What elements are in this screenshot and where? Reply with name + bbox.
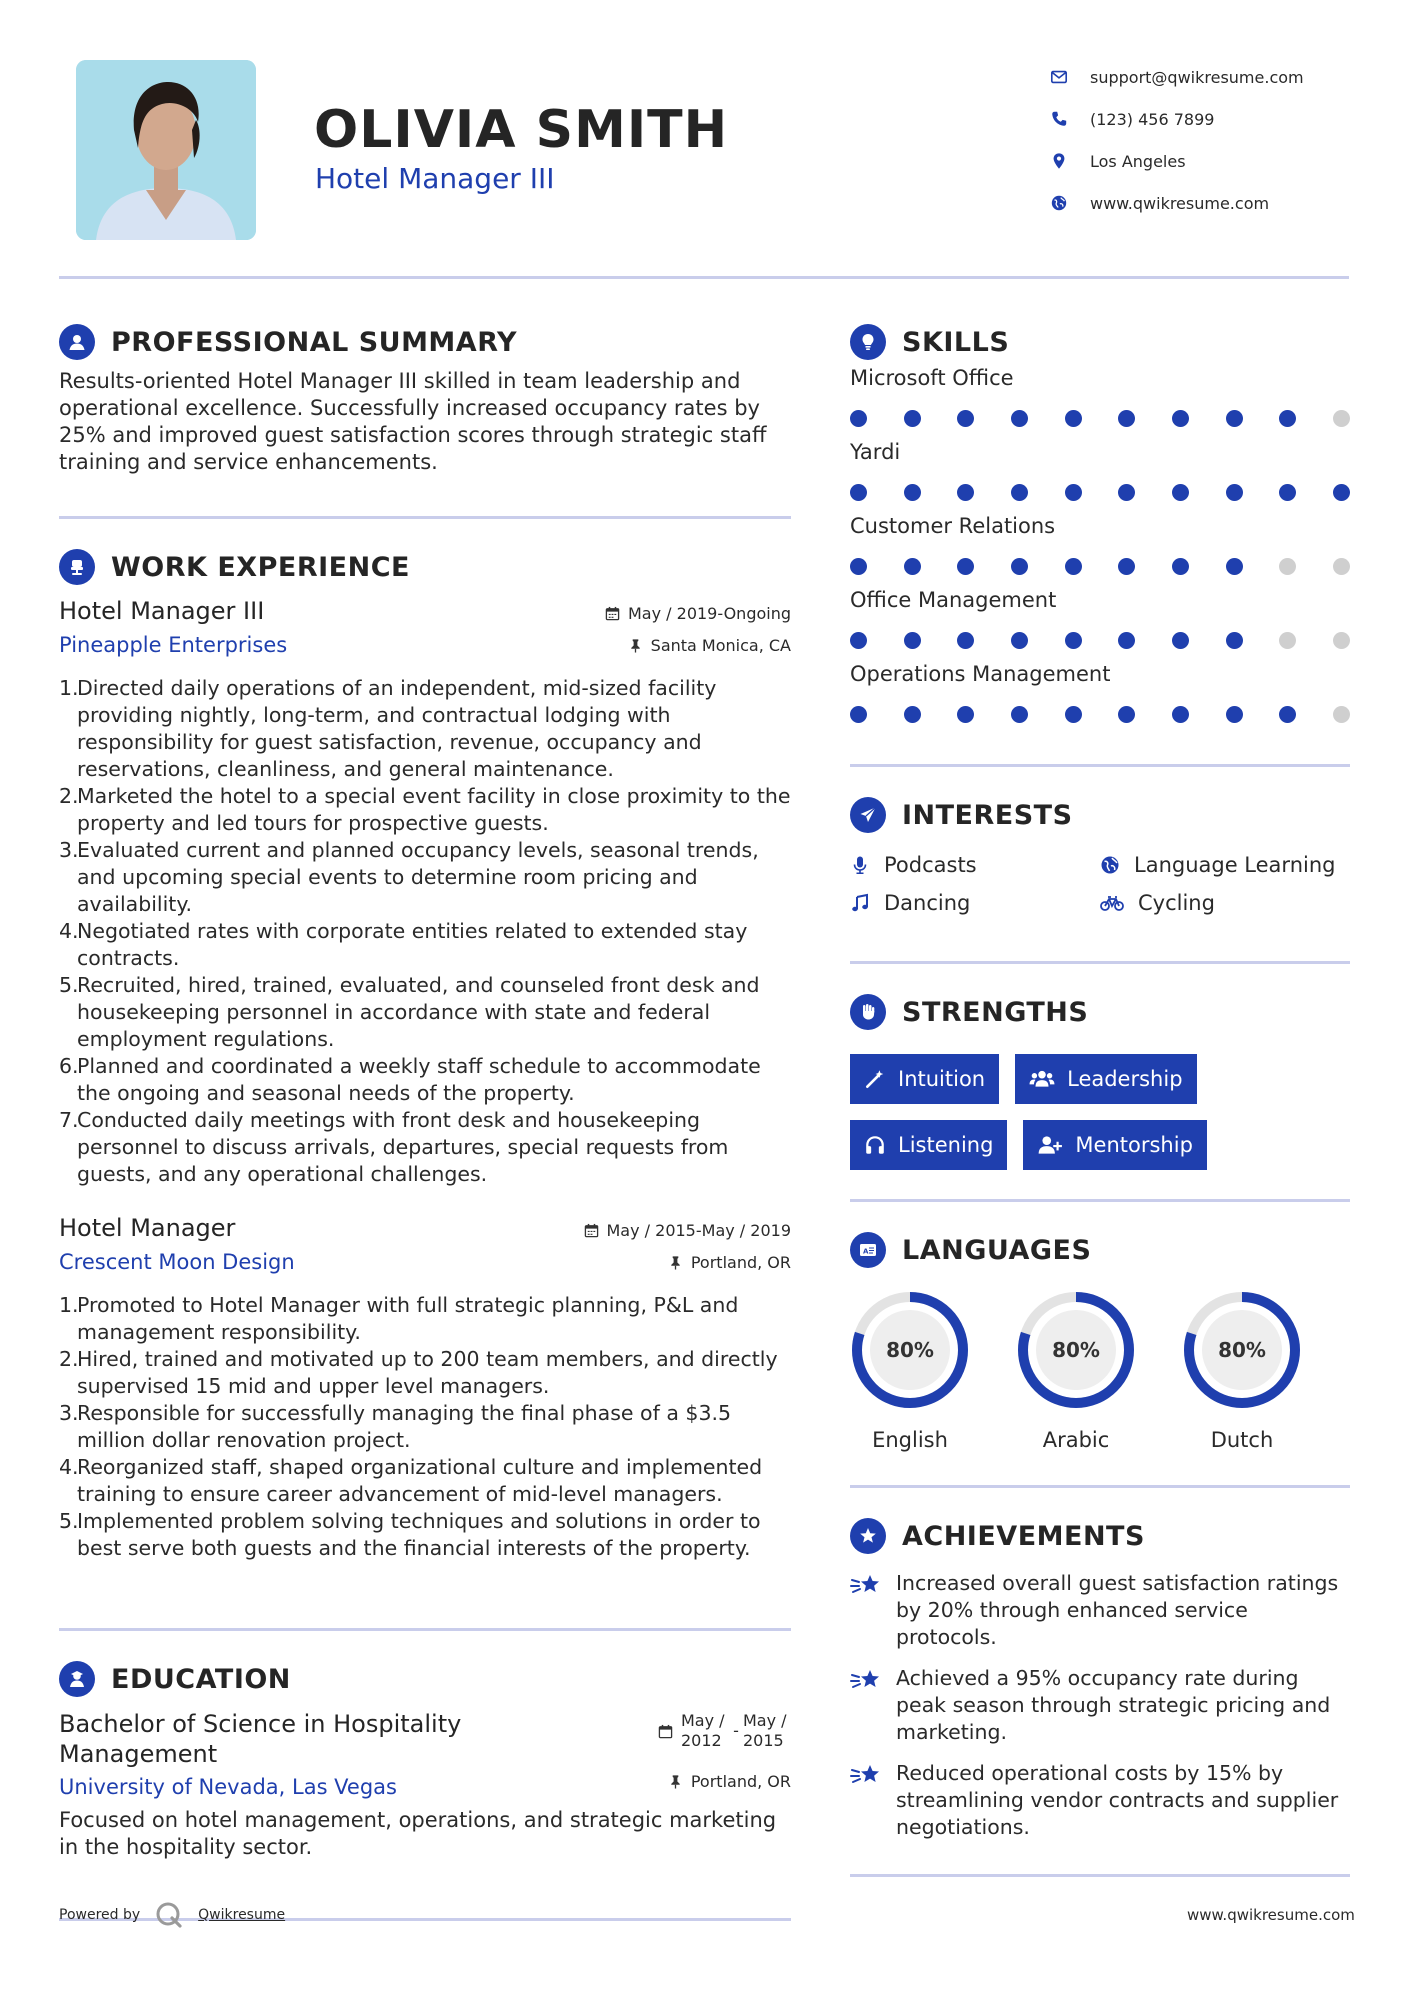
language-name: English — [872, 1428, 948, 1452]
user-circle-icon — [59, 324, 95, 360]
achievement-item — [850, 1760, 1350, 1841]
language-percent: 80% — [1218, 1338, 1266, 1362]
achievements-heading — [850, 1516, 1350, 1556]
skill-name: Office Management — [850, 588, 1057, 612]
summary-title: PROFESSIONAL SUMMARY — [111, 326, 518, 358]
list-item: 1. Promoted to Hotel Manager with full strategic planning, P&L and management responsibility. — [59, 1293, 739, 1344]
briefcase-chair-icon — [59, 549, 95, 585]
rating-dot-filled — [1172, 632, 1189, 649]
rating-dot-filled — [904, 558, 921, 575]
skill-rating — [850, 618, 1350, 662]
skill-name: Operations Management — [850, 662, 1111, 686]
strength-tag — [1023, 1120, 1206, 1170]
language-item — [850, 1290, 970, 1452]
job-dates — [584, 1214, 792, 1246]
rating-dot-filled — [1118, 632, 1135, 649]
interest-item — [1100, 853, 1350, 877]
svg-text:A: A — [863, 1247, 869, 1256]
interest-label: Language Learning — [1134, 853, 1336, 877]
interest-label: Podcasts — [884, 853, 977, 877]
interest-label: Cycling — [1138, 891, 1215, 915]
education-title: EDUCATION — [111, 1663, 291, 1695]
rating-dot-empty — [1333, 706, 1350, 723]
rating-dot-filled — [850, 706, 867, 723]
interests-title: INTERESTS — [902, 799, 1073, 831]
calendar-icon — [584, 1223, 599, 1238]
candidate-title: Hotel Manager III — [315, 162, 555, 195]
job-location-text: Santa Monica, CA — [650, 635, 791, 655]
education-date-start: May / 2012 — [681, 1711, 725, 1750]
interests-section — [850, 795, 1350, 915]
job-location — [605, 629, 791, 661]
rating-dot-filled — [1226, 632, 1243, 649]
skills-heading — [850, 322, 1350, 362]
job-dates — [605, 597, 791, 629]
candidate-name: OLIVIA SMITH — [314, 100, 729, 160]
rating-dot-filled — [1118, 484, 1135, 501]
rating-dot-filled — [904, 410, 921, 427]
strength-label: Intuition — [898, 1067, 986, 1091]
achievements-list — [850, 1570, 1350, 1841]
powered-by-label: Powered by — [59, 1907, 141, 1923]
strengths-section — [850, 992, 1350, 1170]
pushpin-icon — [668, 1255, 683, 1270]
calendar-icon — [658, 1724, 673, 1739]
strength-label: Listening — [898, 1133, 994, 1157]
rating-dot-filled — [850, 558, 867, 575]
achievements-divider — [850, 1874, 1350, 1877]
interests-list — [850, 853, 1350, 915]
paper-plane-icon — [850, 797, 886, 833]
summary-heading — [59, 322, 791, 362]
rating-dot-filled — [1065, 558, 1082, 575]
languages-divider — [850, 1485, 1350, 1488]
education-location — [658, 1765, 791, 1797]
education-location-text: Portland, OR — [690, 1771, 791, 1791]
strength-label: Mentorship — [1075, 1133, 1193, 1157]
interest-item — [1100, 891, 1350, 915]
footer-powered-by — [59, 1900, 285, 1930]
language-name: Arabic — [1042, 1428, 1110, 1452]
rating-dot-filled — [1333, 484, 1350, 501]
portrait-image — [76, 60, 256, 240]
interests-heading — [850, 795, 1350, 835]
rating-dot-empty — [1333, 632, 1350, 649]
rating-dot-filled — [957, 706, 974, 723]
star-badge-icon — [850, 1518, 886, 1554]
list-item: 6. Planned and coordinated a weekly staff schedule to accommodate the ongoing and seasonal needs of the property. — [59, 1054, 761, 1105]
education-dates — [658, 1711, 791, 1751]
education-section — [59, 1659, 791, 1861]
list-item: 4. Reorganized staff, shaped organizational culture and implemented training to ensure career advancement of mid-level managers. — [59, 1455, 763, 1506]
user-plus-icon — [1037, 1134, 1063, 1156]
rating-dot-filled — [850, 632, 867, 649]
skill-name: Yardi — [850, 440, 901, 464]
job-location-text: Portland, OR — [690, 1252, 791, 1272]
rating-dot-filled — [1011, 558, 1028, 575]
language-item — [1016, 1290, 1136, 1452]
language-name: Dutch — [1210, 1428, 1274, 1452]
raised-fist-icon — [850, 994, 886, 1030]
rating-dot-filled — [957, 558, 974, 575]
shooting-star-icon — [850, 1667, 882, 1695]
rating-dot-filled — [1226, 410, 1243, 427]
strengths-heading — [850, 992, 1350, 1032]
music-icon — [850, 893, 870, 913]
job-responsibilities — [59, 1292, 791, 1562]
rating-dot-filled — [1065, 632, 1082, 649]
strengths-title: STRENGTHS — [902, 996, 1089, 1028]
education-description: Focused on hotel management, operations, and strategic marketing in the hospitality sector. — [59, 1808, 777, 1859]
globe-icon — [1100, 855, 1120, 875]
language-percent: 80% — [1052, 1338, 1100, 1362]
skill-item — [850, 662, 1350, 736]
list-item: 2. Hired, trained and motivated up to 200 team members, and directly supervised 15 mid and upper level managers. — [59, 1347, 778, 1398]
summary-section — [59, 322, 791, 476]
map-pin-icon — [1050, 152, 1068, 170]
job-title: Hotel Manager III — [59, 597, 265, 625]
rating-dot-filled — [1172, 410, 1189, 427]
skill-name: Customer Relations — [850, 514, 1056, 538]
education-date-separator: - — [733, 1721, 739, 1740]
skill-name: Microsoft Office — [850, 366, 1014, 390]
languages-heading — [850, 1230, 1350, 1270]
contact-location-text: Los Angeles — [1090, 151, 1186, 171]
users-icon — [1029, 1068, 1055, 1090]
list-item: 1. Directed daily operations of an independent, mid-sized facility providing nightly, long-term, and contractual lodging with responsibility for guest satisfaction, revenue, occupancy and reservations, cleanliness, and general maintenance. — [59, 676, 717, 781]
strength-tag — [1015, 1054, 1196, 1104]
rating-dot-filled — [1118, 410, 1135, 427]
interests-divider — [850, 961, 1350, 964]
interest-item — [850, 891, 1100, 915]
education-heading — [59, 1659, 791, 1699]
achievements-section — [850, 1516, 1350, 1841]
header-divider — [59, 276, 1349, 279]
bicycle-icon — [1100, 893, 1124, 913]
rating-dot-filled — [957, 410, 974, 427]
skill-item — [850, 366, 1350, 440]
interest-label: Dancing — [884, 891, 971, 915]
rating-dot-empty — [1279, 632, 1296, 649]
experience-divider — [59, 1628, 791, 1631]
summary-text: Results-oriented Hotel Manager III skilled in team leadership and operational excellence. Successfully increased occupancy rates by 25% and improved guest satisfaction scores through strategic staff training and service enhancements. — [59, 369, 767, 474]
qwikresume-logo-icon — [154, 1900, 184, 1930]
achievement-item — [850, 1570, 1350, 1651]
job-company: Pineapple Enterprises — [59, 633, 288, 657]
list-item: 4. Negotiated rates with corporate entities related to extended stay contracts. — [59, 919, 748, 970]
pushpin-icon — [628, 638, 643, 653]
summary-divider — [59, 516, 791, 519]
rating-dot-empty — [1279, 558, 1296, 575]
language-item — [1182, 1290, 1302, 1452]
contact-phone[interactable] — [1050, 98, 1350, 140]
rating-dot-filled — [1226, 484, 1243, 501]
envelope-icon — [1050, 68, 1068, 86]
list-item: 3. Responsible for successfully managing the final phase of a $3.5 million dollar renovation project. — [59, 1401, 732, 1452]
phone-icon — [1050, 110, 1068, 128]
contact-website-text: www.qwikresume.com — [1090, 193, 1270, 213]
language-card-icon — [850, 1232, 886, 1268]
rating-dot-filled — [1279, 410, 1296, 427]
shooting-star-icon — [850, 1572, 882, 1600]
shooting-star-icon — [850, 1762, 882, 1790]
skills-list — [850, 366, 1350, 736]
skill-rating — [850, 692, 1350, 736]
job-title: Hotel Manager — [59, 1214, 236, 1242]
globe-icon — [1050, 194, 1068, 212]
job-location — [584, 1246, 792, 1278]
list-item: 2. Marketed the hotel to a special event facility in close proximity to the property and led tours for prospective guests. — [59, 784, 791, 835]
list-item: 5. Recruited, hired, trained, evaluated, and counseled front desk and housekeeping personnel in accordance with state and federal employment regulations. — [59, 973, 760, 1051]
strength-tag — [850, 1120, 1007, 1170]
rating-dot-filled — [1172, 706, 1189, 723]
job-dates-text: May / 2019-Ongoing — [628, 603, 791, 623]
languages-title: LANGUAGES — [902, 1234, 1092, 1266]
interest-item — [850, 853, 1100, 877]
list-item: 3. Evaluated current and planned occupancy levels, seasonal trends, and upcoming special events to determine room pricing and availability. — [59, 838, 759, 916]
languages-section — [850, 1230, 1350, 1452]
achievement-item — [850, 1665, 1350, 1746]
rating-dot-filled — [1279, 706, 1296, 723]
profile-photo — [76, 60, 256, 240]
contact-location — [1050, 140, 1350, 182]
list-item: 7. Conducted daily meetings with front desk and housekeeping personnel to discuss arrivals, departures, special requests from guests, and any operational challenges. — [59, 1108, 729, 1186]
pushpin-icon — [668, 1774, 683, 1789]
rating-dot-filled — [1011, 410, 1028, 427]
job-company: Crescent Moon Design — [59, 1250, 295, 1274]
contact-email[interactable] — [1050, 56, 1350, 98]
job-entry — [59, 1214, 791, 1562]
job-responsibilities — [59, 675, 791, 1188]
language-percent: 80% — [886, 1338, 934, 1362]
rating-dot-filled — [1065, 410, 1082, 427]
job-entry — [59, 597, 791, 1188]
achievement-text: Increased overall guest satisfaction ratings by 20% through enhanced service protocols. — [896, 1571, 1339, 1649]
rating-dot-filled — [850, 410, 867, 427]
calendar-icon — [605, 606, 620, 621]
rating-dot-filled — [1011, 706, 1028, 723]
rating-dot-filled — [850, 484, 867, 501]
rating-dot-filled — [904, 484, 921, 501]
rating-dot-filled — [957, 632, 974, 649]
skill-item — [850, 514, 1350, 588]
rating-dot-filled — [904, 706, 921, 723]
languages-list — [850, 1290, 1350, 1452]
rating-dot-filled — [1226, 706, 1243, 723]
rating-dot-filled — [904, 632, 921, 649]
experience-heading — [59, 547, 791, 587]
rating-dot-filled — [1172, 558, 1189, 575]
skills-title: SKILLS — [902, 326, 1010, 358]
job-dates-text: May / 2015-May / 2019 — [606, 1220, 791, 1240]
skill-rating — [850, 396, 1350, 440]
magic-wand-icon — [864, 1068, 886, 1090]
rating-dot-filled — [1011, 632, 1028, 649]
achievement-text: Reduced operational costs by 15% by streamlining vendor contracts and supplier negotiations. — [896, 1761, 1339, 1839]
skills-section — [850, 322, 1350, 736]
microphone-icon — [850, 855, 870, 875]
education-date-end: May / 2015 — [743, 1711, 787, 1750]
rating-dot-filled — [1011, 484, 1028, 501]
achievement-text: Achieved a 95% occupancy rate during peak season through strategic pricing and marketing. — [896, 1666, 1331, 1744]
contact-phone-text: (123) 456 7899 — [1090, 109, 1215, 129]
experience-section — [59, 547, 791, 1562]
rating-dot-empty — [1333, 410, 1350, 427]
headphones-icon — [864, 1134, 886, 1156]
skill-rating — [850, 470, 1350, 514]
rating-dot-filled — [1279, 484, 1296, 501]
rating-dot-filled — [1118, 706, 1135, 723]
strength-tag — [850, 1054, 999, 1104]
rating-dot-filled — [1118, 558, 1135, 575]
rating-dot-filled — [957, 484, 974, 501]
degree-title: Bachelor of Science in Hospitality Management — [59, 1710, 462, 1768]
experience-title: WORK EXPERIENCE — [111, 551, 410, 583]
contact-email-text: support@qwikresume.com — [1090, 67, 1304, 87]
achievements-title: ACHIEVEMENTS — [902, 1520, 1145, 1552]
skills-divider — [850, 764, 1350, 767]
skill-item — [850, 588, 1350, 662]
strengths-divider — [850, 1199, 1350, 1202]
rating-dot-empty — [1333, 558, 1350, 575]
rating-dot-filled — [1226, 558, 1243, 575]
rating-dot-filled — [1065, 706, 1082, 723]
contact-list — [1050, 56, 1350, 224]
school-name: University of Nevada, Las Vegas — [59, 1775, 397, 1799]
graduate-icon — [59, 1661, 95, 1697]
rating-dot-filled — [1065, 484, 1082, 501]
qwikresume-link[interactable]: Qwikresume — [198, 1907, 286, 1923]
rating-dot-filled — [1172, 484, 1189, 501]
lightbulb-icon — [850, 324, 886, 360]
skill-item — [850, 440, 1350, 514]
skill-rating — [850, 544, 1350, 588]
contact-website[interactable] — [1050, 182, 1350, 224]
list-item: 5. Implemented problem solving techniques and solutions in order to best serve both guests and the financial interests of the property. — [59, 1509, 761, 1560]
strengths-list — [850, 1054, 1250, 1170]
footer-website[interactable]: www.qwikresume.com — [1187, 1906, 1355, 1924]
strength-label: Leadership — [1067, 1067, 1183, 1091]
